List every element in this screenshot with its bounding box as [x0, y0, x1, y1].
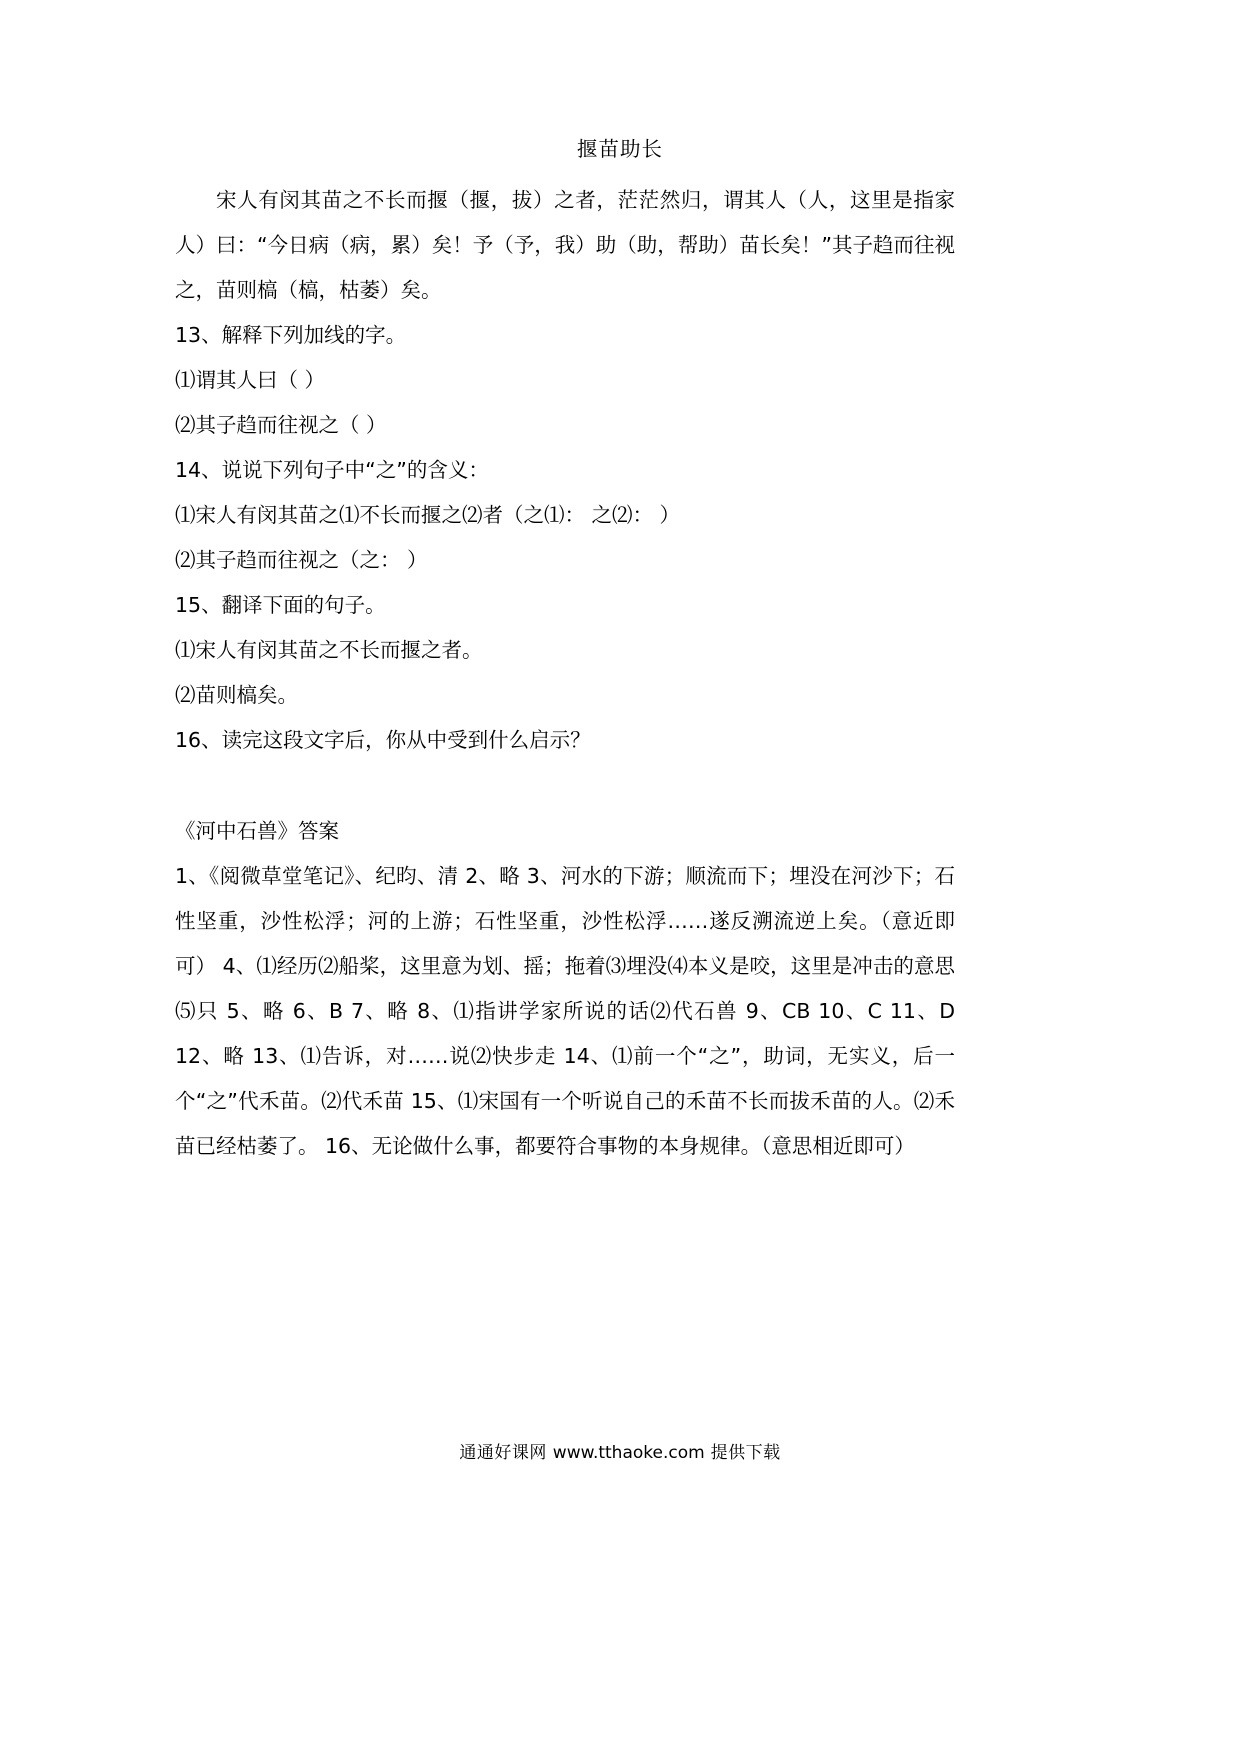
question-14-item-1: ⑴宋人有闵其苗之⑴不长而揠之⑵者（之⑴： 之⑵： ） — [175, 503, 681, 527]
question-16: 16、读完这段文字后，你从中受到什么启示？ — [175, 728, 591, 752]
page-footer — [0, 1438, 1240, 1463]
passage-paragraph: 宋人有闵其苗之不长而揠（揠，拔）之者，茫茫然归，谓其人（人，这里是指家人）曰：“今日病（病，累）矣！予（予，我）助（助，帮助）苗长矣！”其子趋而往视之，苗则槁（槁，枯萎）矣。 — [175, 188, 955, 302]
question-15-item-1: ⑴宋人有闵其苗之不长而揠之者。 — [175, 638, 483, 662]
question-15: 15、翻译下面的句子。 — [175, 593, 386, 617]
question-14-item-2: ⑵其子趋而往视之（之： ） — [175, 548, 428, 572]
answers-body: 1、《阅微草堂笔记》、纪昀、清 2、略 3、河水的下游；顺流而下；埋没在河沙下；石性坚重，沙性松浮；河的上游；石性坚重，沙性松浮……遂反溯流逆上矣。（意近即可） 4、⑴经历⑵船桨，这里意为划、摇；拖着⑶埋没⑷本义是咬，这里是冲击的意思⑸只 5、略 6、B 7、略 8、⑴指讲学家所说的话⑵代石兽 9、CB 10、C 11、D 12、略 13、⑴告诉，对……说⑵快步走 14、⑴前一个“之”，助词，无实义，后一个“之”代禾苗。⑵代禾苗 15、⑴宋国有一个听说自己的禾苗不长而拔禾苗的人。⑵禾苗已经枯萎了。 16、无论做什么事，都要符合事物的本身规律。（意思相近即可） — [175, 864, 955, 1158]
page-title: 揠苗助长 — [577, 137, 663, 161]
question-13: 13、解释下列加线的字。 — [175, 323, 407, 347]
footer-suffix: 提供下载 — [710, 1443, 781, 1463]
question-13-item-1: ⑴谓其人曰（ ） — [175, 368, 326, 392]
document-body — [175, 178, 955, 1169]
question-15-item-2: ⑵苗则槁矣。 — [175, 683, 298, 707]
footer-url: www.tthaoke.com — [552, 1443, 705, 1463]
question-13-item-2: ⑵其子趋而往视之（ ） — [175, 413, 387, 437]
section-divider — [175, 763, 955, 809]
answers-heading: 《河中石兽》答案 — [175, 819, 339, 843]
footer-site-name: 通通好课网 — [459, 1443, 547, 1463]
question-14: 14、说说下列句子中“之”的含义： — [175, 458, 489, 482]
